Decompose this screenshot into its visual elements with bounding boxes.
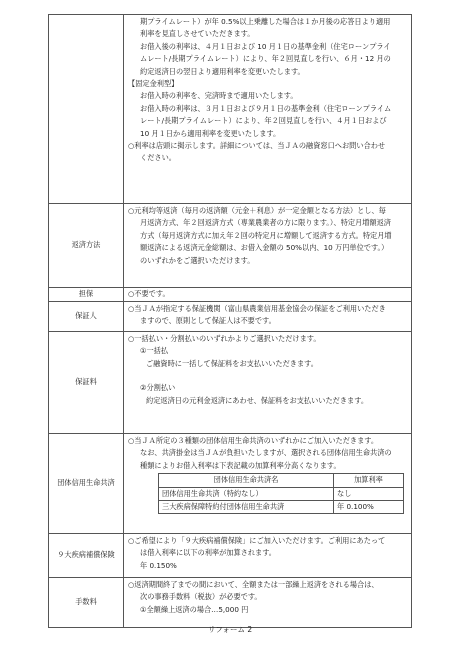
insurance-content-cell bbox=[124, 434, 412, 534]
illness-label: ９大疾病補償保険 bbox=[49, 534, 124, 578]
fee-option-1-title: ①一括払 bbox=[140, 346, 169, 356]
insurance-line: ○当ＪＡ所定の３種類の団体信用生命共済のいずれかにご加入いただきます。 bbox=[128, 436, 379, 445]
terms-sheet bbox=[48, 14, 412, 628]
fee-option-1-text: ご融資時に一括して保証料をお支払いいただきます。 bbox=[146, 358, 318, 368]
insurance-line: なお、共済掛金は当ＪＡが負担いたしますが、選択される団体信用生命共済の bbox=[140, 448, 392, 458]
handling-fee-line: ○返済期間終了までの間において、全額または一部繰上返済をされる場合は、 bbox=[128, 580, 379, 589]
fixed-rate-heading: 【固定金利型】 bbox=[128, 79, 179, 89]
rate-table-cell: 団体信用生命共済（特約なし） bbox=[159, 487, 334, 500]
rate-table-cell: 三大疾病保障特約付団体信用生命共済 bbox=[159, 501, 334, 514]
rate-notice: ○利率は店頭に掲示します。詳細については、当ＪＡの融資窓口へお問い合わせ bbox=[128, 141, 386, 151]
repayment-line: のいずれかをご選択いただけます。 bbox=[140, 255, 255, 265]
rate-content-cell bbox=[124, 15, 412, 204]
rate-table-row bbox=[159, 501, 404, 514]
insurance-label: 団体信用生命共済 bbox=[49, 434, 124, 534]
rate-table-header bbox=[159, 474, 404, 487]
illness-row bbox=[49, 534, 412, 578]
rate-line: ムレート/長期プライムレート）により、年２回見直しを行い、６月・12 月の bbox=[140, 54, 391, 64]
collateral-label: 担保 bbox=[49, 288, 124, 302]
collateral-content-cell bbox=[124, 288, 412, 302]
illness-content-cell bbox=[124, 534, 412, 578]
insurance-row bbox=[49, 434, 412, 534]
handling-fee-line: ①全額繰上返済の場合…5,000 円 bbox=[140, 604, 249, 614]
rate-line: お借入後の利率は、４月１日および 10 月１日の基準金利（住宅ローンプライ bbox=[140, 41, 391, 51]
rate-label-cell bbox=[49, 15, 124, 204]
rate-table-header-name: 団体信用生命共済名 bbox=[159, 474, 334, 487]
fee-intro: ○一括払い・分割払いのいずれかよりご選択いただけます。 bbox=[128, 334, 321, 343]
repayment-row bbox=[49, 204, 412, 288]
repayment-line: ○元利均等返済（毎月の返済額（元金＋利息）が一定金額となる方法）とし、毎 bbox=[128, 206, 386, 215]
rate-line: レート/長期プライムレート）により、年２回見直しを行い、４月１日および bbox=[140, 116, 387, 126]
insurance-line: 種類によりお借入利率は下表記載の加算利率分高くなります。 bbox=[140, 460, 341, 470]
rate-table-row bbox=[159, 487, 404, 500]
rate-table-header-rate: 加算利率 bbox=[334, 474, 404, 487]
guarantor-row bbox=[49, 302, 412, 332]
guarantor-content-cell bbox=[124, 302, 412, 332]
rate-line: お借入時の利率は、３月１日および９月１日の基準金利（住宅ローンプライム bbox=[140, 103, 392, 113]
guarantor-line: ますので、原則として保証人は不要です。 bbox=[140, 316, 276, 326]
repayment-line: 月返済方式、年２回返済方式（専業農業者の方に限ります。）、特定月増額返済 bbox=[140, 218, 391, 228]
rate-row bbox=[49, 15, 412, 204]
rate-line: 期プライムレート）が年 0.5%以上乗離した場合は１か月後の応答日より適用 bbox=[140, 17, 391, 26]
handling-fee-line: 次の事務手数料（税抜）が必要です。 bbox=[140, 592, 262, 602]
repayment-content-cell bbox=[124, 204, 412, 288]
fee-option-2-title: ②分割払い bbox=[140, 383, 176, 393]
rate-line: 約定返済日の翌日より適用利率を変更いたします。 bbox=[140, 66, 305, 76]
insurance-rate-table bbox=[158, 473, 404, 514]
illness-rate: 年 0.150% bbox=[140, 560, 177, 570]
collateral-line: ○不要です。 bbox=[128, 289, 170, 298]
fee-content-cell bbox=[124, 332, 412, 434]
handling-fee-content-cell bbox=[124, 578, 412, 628]
handling-fee-row bbox=[49, 578, 412, 628]
loan-terms-table bbox=[48, 14, 412, 628]
page-footer: リフォーム 2 bbox=[207, 625, 253, 634]
repayment-label: 返済方法 bbox=[49, 204, 124, 288]
illness-line: は借入利率に以下の利率が加算されます。 bbox=[140, 548, 276, 558]
guarantor-label: 保証人 bbox=[49, 302, 124, 332]
rate-line: 10 月１日から適用利率を変更いたします。 bbox=[140, 128, 281, 138]
fee-label: 保証料 bbox=[49, 332, 124, 434]
guarantor-line: ○当ＪＡが指定する保証機関（富山県農業信用基金協会の保証をご利用いただき bbox=[128, 304, 386, 313]
handling-fee-label: 手数料 bbox=[49, 578, 124, 628]
rate-line: 利率を見直しさせていただきます。 bbox=[140, 29, 255, 39]
repayment-line: 額返済による返済元金総額は、お借入金額の 50%以内、10 万円単位です。） bbox=[140, 243, 389, 253]
fee-row bbox=[49, 332, 412, 434]
rate-notice: ください。 bbox=[140, 153, 176, 163]
collateral-row bbox=[49, 288, 412, 302]
rate-table-cell: 年 0.100% bbox=[334, 501, 404, 514]
rate-table-cell: なし bbox=[334, 487, 404, 500]
fee-option-2-text: 約定返済日の元利金返済にあわせ、保証料をお支払いいただきます。 bbox=[146, 395, 369, 405]
repayment-line: 方式（毎月返済方式に加え年２回の特定月に増額して返済する方式。特定月増 bbox=[140, 230, 392, 240]
illness-line: ○ご希望により「９大疾病補償保険」にご加入いただけます。ご利用にあたって bbox=[128, 536, 386, 545]
rate-line: お借入時の利率を、完済時まで適用いたします。 bbox=[140, 91, 298, 101]
